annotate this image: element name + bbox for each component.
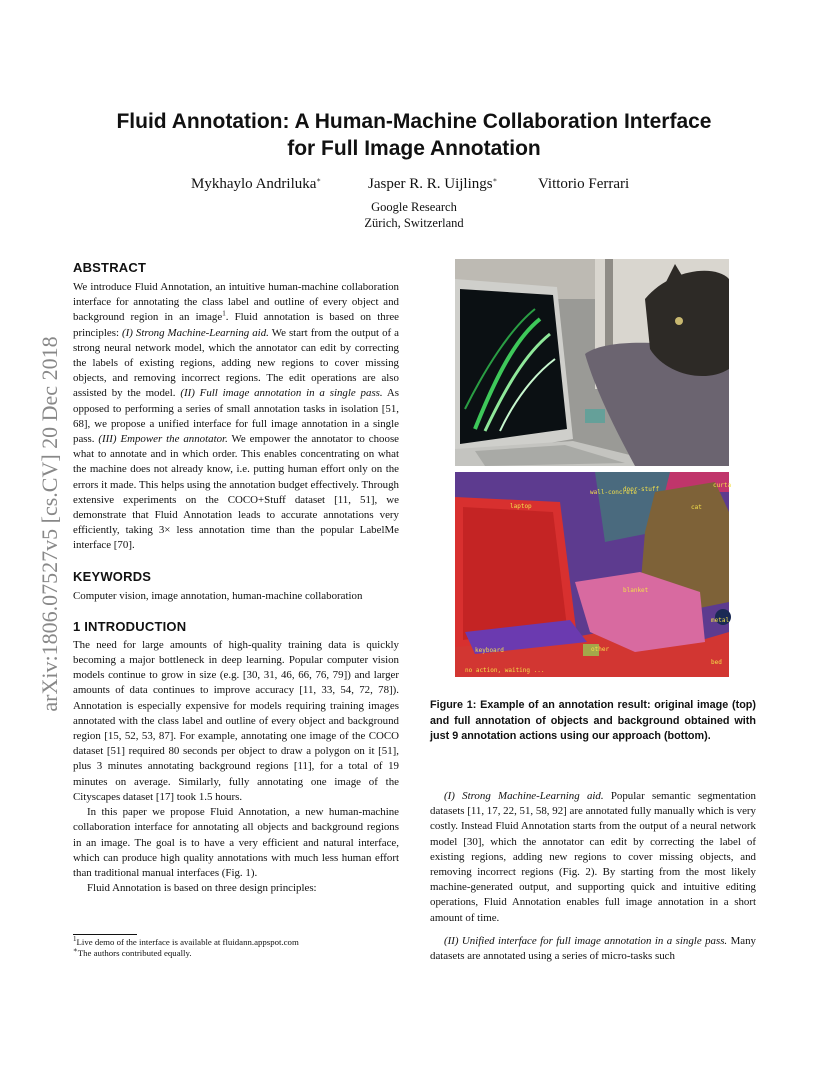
affiliation-location: Zürich, Switzerland xyxy=(364,216,464,230)
right-paragraph-1-text: Popular semantic segmentation datasets [11, 17, 22, 51, 58, 92] are annotated fully manually which is very costly. Instead Fluid Annotation starts from the output of a neural network model [30], which the annotator can edit by correcting the label of existing regions, adding new regions to cover missing objects, and removing incorrect regions (Fig. 2). By starting from the most likely machine-generated output, and supporting quick and intuitive editing operations, Fluid Annotation enables full image annotation in a short amount of time. xyxy=(430,790,756,924)
author-2 xyxy=(368,176,497,193)
right-paragraph-1 xyxy=(430,789,756,926)
abstract-part-1b: . Fluid annotation is based on three principles: xyxy=(73,311,400,339)
label-keyboard: keyboard xyxy=(475,647,504,654)
author-3 xyxy=(538,176,629,193)
footnote-2-mark: ∗ xyxy=(73,946,78,955)
principle-3-label: (III) Empower the annotator. xyxy=(98,433,228,446)
footnote-2 xyxy=(73,948,403,959)
author-1-name: Mykhaylo Andriluka xyxy=(191,176,317,192)
footnote-rule xyxy=(73,934,137,935)
title-line-2: for Full Image Annotation xyxy=(287,137,541,160)
introduction-heading: 1 INTRODUCTION xyxy=(73,618,187,634)
paper-title xyxy=(60,108,768,162)
intro-paragraph-3: Fluid Annotation is based on three design principles: xyxy=(87,882,317,895)
principle-1-heading: (I) Strong Machine-Learning aid. xyxy=(444,790,604,802)
principle-2-heading: (II) Unified interface for full image annotation in a single pass. xyxy=(444,934,728,947)
arxiv-identifier-text: arXiv:1806.07527v5 [cs.CV] 20 Dec 2018 xyxy=(37,336,62,712)
right-paragraph-2-text: Many datasets are annotated using a series of micro-tasks such xyxy=(430,934,757,963)
figure-annotation-result xyxy=(455,472,732,677)
label-curtain: curta xyxy=(713,482,732,489)
title-line-1: Fluid Annotation: A Human-Machine Collaboration Interface xyxy=(116,110,712,133)
abstract-part-2: We start from the output of a strong neural network model, which the annotator can edit by correcting the labels of existing regions, adding new regions to cover missing objects, and removing incorrect regions. The edit operations are also assisted by the model. xyxy=(73,326,399,400)
label-cat: cat xyxy=(691,504,702,511)
author-1-mark: ∗ xyxy=(316,176,322,184)
left-column xyxy=(73,260,399,896)
label-metal: metal xyxy=(711,617,730,624)
keywords-heading: KEYWORDS xyxy=(73,568,152,584)
label-door-stuff: door-stuff xyxy=(623,486,660,493)
annotation-overlay xyxy=(455,472,732,677)
affiliation-org: Google Research xyxy=(371,200,457,214)
label-blanket: blanket xyxy=(623,587,649,594)
footnote-1-text: Live demo of the interface is available at fluidann.appspot.com xyxy=(76,937,299,947)
figure-1-caption: Figure 1: Example of an annotation result: original image (top) and full annotation of objects and background obtained with just 9 annotation actions using our approach (bottom). xyxy=(430,699,756,742)
footnote-1-mark: 1 xyxy=(73,935,77,944)
footnote-1 xyxy=(73,937,403,948)
keywords-text: Computer vision, image annotation, human-machine collaboration xyxy=(73,589,363,602)
label-other: other xyxy=(591,646,610,653)
abstract-part-3: As opposed to performing a series of small annotation tasks in isolation [51, 68], we propose a unified interface for full image annotation in a single pass. xyxy=(73,387,399,446)
right-paragraph-2 xyxy=(430,934,756,964)
footnote-2-text: The authors contributed equally. xyxy=(77,948,192,958)
author-3-name: Vittorio Ferrari xyxy=(538,176,630,192)
label-wall-concrete: wall-concrete xyxy=(590,489,637,496)
introduction-text xyxy=(73,638,399,896)
principle-1-label: (I) Strong Machine-Learning aid. xyxy=(122,326,269,339)
original-photo xyxy=(455,259,729,466)
author-2-name: Jasper R. R. Uijlings xyxy=(368,176,493,192)
label-bed: bed xyxy=(711,659,722,666)
author-1 xyxy=(191,176,321,193)
footnote-ref-1: 1 xyxy=(222,309,226,318)
label-laptop: laptop xyxy=(510,503,532,510)
status-message: no action, waiting ... xyxy=(465,667,545,674)
right-column-text xyxy=(430,789,756,964)
intro-paragraph-1: The need for large amounts of high-quality training data is quickly becoming a major bottleneck in deep learning. Popular computer vision models continue to grow in size (e.g. [30, 31, 46, 66, 76, 79]) and larger amounts of data continues to improve accuracy [11, 33, 54, 72, 78]). Annotation is especially expensive for models requiring training images annotated with the class label and outline of every object and background region [15, 52, 53, 87]. For example, annotating one image of the COCO dataset [51] required 80 seconds per object to draw a polygon on it [51], plus 3 minutes annotating background regions [11], for a total of 19 minutes on average. Similarly, fully annotating one image of the Cityscapes dataset [17] took 1.5 hours. xyxy=(73,638,399,803)
principle-2-label: (II) Full image annotation in a single pass. xyxy=(180,387,383,400)
abstract-part-1: We introduce Fluid Annotation, an intuitive human-machine collaboration interface for annotating the class label and outline of every object and background region in an image xyxy=(73,281,399,324)
abstract-heading: ABSTRACT xyxy=(73,260,147,275)
intro-paragraph-2: In this paper we propose Fluid Annotation, a new human-machine collaboration interface for annotating all objects and background regions in an image. The goal is to have a very efficient and natural interface, which can produce high quality annotations with much less human effort than traditional manual interfaces (Fig. 1). xyxy=(73,806,399,879)
abstract-part-4: We empower the annotator to choose what to annotate and in which order. This enables concentrating on what the machine does not already know, i.e. putting human effort only on the errors it made. This helps using the annotation budget effectively. Through extensive experiments on the COCO+Stuff dataset [11, 51], we demonstrate that Fluid Annotation leads to accurate annotations very efficiently, taking 3× less annotation time than the popular LabelMe interface [70]. xyxy=(73,433,400,552)
figure-original-image xyxy=(455,259,729,466)
abstract-text xyxy=(73,280,399,554)
author-2-mark: ∗ xyxy=(492,176,498,184)
